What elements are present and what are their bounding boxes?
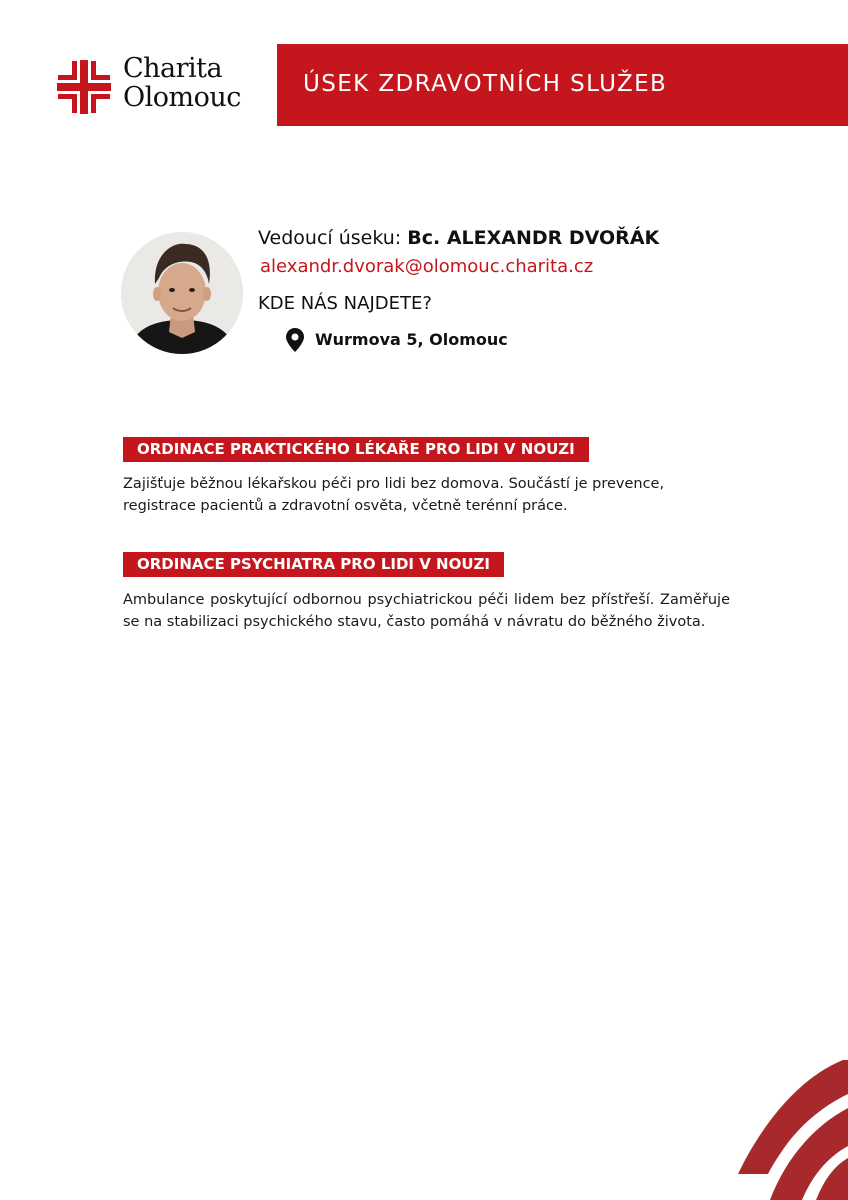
leader-label: Vedoucí úseku: — [258, 227, 402, 249]
charita-logo — [55, 53, 255, 118]
logo-line-1: Charita — [123, 53, 223, 84]
page-title: ÚSEK ZDRAVOTNÍCH SLUŽEB — [303, 71, 668, 97]
leader-email[interactable]: alexandr.dvorak@olomouc.charita.cz — [260, 256, 594, 277]
decorative-swoosh-icon — [698, 1060, 848, 1200]
leader-name: Bc. ALEXANDR DVOŘÁK — [407, 227, 660, 249]
leader-photo — [121, 232, 243, 354]
portrait-image — [121, 232, 243, 354]
logo-wordmark — [123, 54, 241, 112]
section-text-psychiatrist: Ambulance poskytující odbornou psychiatrickou péči lidem bez přístřeší. Zaměřuje se na stabilizaci psychického stavu, často pomáhá v návratu do běžného života. — [123, 592, 730, 630]
section-title-psychiatrist: ORDINACE PSYCHIATRA PRO LIDI V NOUZI — [123, 552, 504, 577]
charita-cross-logo-icon — [55, 58, 113, 116]
section-text-general-practitioner: Zajišťuje běžnou lékařskou péči pro lidi bez domova. Součástí je prevence, registrace pacientů a zdravotní osvěta, včetně terénní práce. — [123, 476, 665, 514]
map-pin-icon — [286, 328, 304, 352]
address-text: Wurmova 5, Olomouc — [315, 330, 508, 349]
logo-line-2: Olomouc — [123, 82, 241, 113]
header-banner — [277, 44, 848, 126]
section-title-general-practitioner: ORDINACE PRAKTICKÉHO LÉKAŘE PRO LIDI V NOUZI — [123, 437, 589, 462]
leader-line — [258, 227, 659, 249]
where-heading: KDE NÁS NAJDETE? — [258, 293, 432, 314]
